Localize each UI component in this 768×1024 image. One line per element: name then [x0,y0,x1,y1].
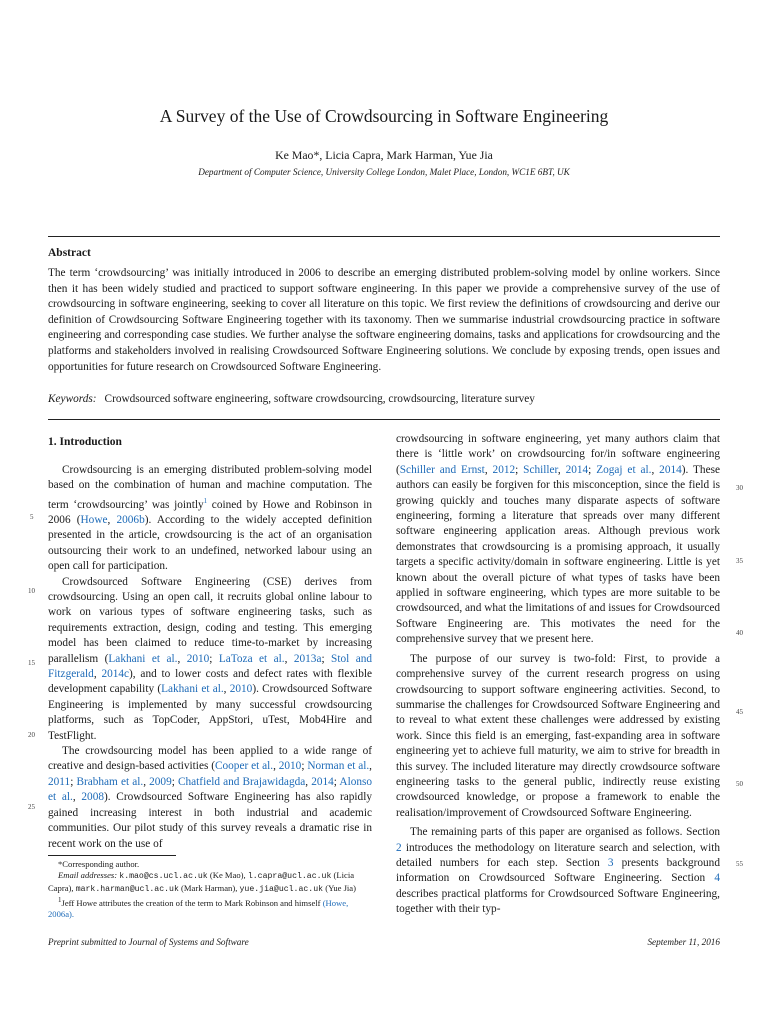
abstract-bottom-rule [48,419,720,420]
line-number: 30 [736,484,743,492]
line-number: 15 [28,659,35,667]
line-number: 50 [736,780,743,788]
footnote-emails: Email addresses: k.mao@cs.ucl.ac.uk (Ke Mao), l.capra@ucl.ac.uk (Licia Capra), mark.harman@ucl.ac.uk (Mark Harman), yue.jia@ucl.ac.uk (Yue Jia) [48,870,356,894]
line-number: 20 [28,731,35,739]
line-number: 10 [28,587,35,595]
keywords-label: Keywords: [48,393,97,405]
paper-affiliation: Department of Computer Science, University College London, Malet Place, London, WC1E 6BT, UK [198,167,570,177]
line-number: 40 [736,629,743,637]
line-number: 55 [736,860,743,868]
line-number: 25 [28,803,35,811]
abstract-text: The term ‘crowdsourcing’ was initially introduced in 2006 to describe an emerging distributed problem-solving model by online workers. Since then it has been widely studied and practiced to support software engineering. In this paper we provide a comprehensive survey of the use of crowdsourcing in software engineering, seeking to cover all literature on this topic. We first review the definitions of crowdsourcing and derive our definition of Crowdsourcing Software Engineering together with its taxonomy. Then we summarise industrial crowdsourcing practice in software engineering and corresponding case studies. We further analyse the software engineering domains, tasks and applications for crowdsourcing and the platforms and stakeholders involved in realising Crowdsourced Software Engineering solutions. We conclude by exposing trends, open issues and opportunities for future research on Crowdsourced Software Engineering. [48,267,720,373]
intro-left-column: Crowdsourcing is an emerging distributed problem-solving model based on the combination of human and machine computation. The term ‘crowdsourcing’ was jointly$^1$ coined by Howe and Robinson in 2006 (Howe, 2006b). According to the widely accepted definition presented in the article, crowdsourcing is the act of an organisation outsourcing their work to an undefined, networked labour using an open call for participation. Crowdsourced Software Engineering (CSE) derives from crowdsourcing. Using an open call, it recruits global online labour to work on various types of software engineering tasks, such as requirements extraction, design, coding and testing. This emerging model has been claimed to reduce time-to-market by increasing parallelism (Lakhani et al., 2010; LaToza et al., 2013a; Stol and Fitzgerald, 2014c), and to lower costs and defect rates with flexible development capability (Lakhani et al., 2010). Crowdsourced Software Engineering is implemented by many successful crowdsourcing platforms, such as TopCoder, AppStori, uTest, Mob4Hire and TestFlight. The crowdsourcing model has been applied to a wide range of creative and design-based activities (Cooper et al., 2010; Norman et al., 2011; Brabham et al., 2009; Chatfield and Brajawidagda, 2014; Alonso et al., 2008). Crowdsourced Software Engineering has also rapidly gained increasing interest in both industrial and academic communities. Our pilot study of this survey reveals a dramatic rise in recent work on the use of [48,464,373,850]
keywords-text: Crowdsourced software engineering, software crowdsourcing, crowdsourcing, literature survey [104,393,535,405]
keywords-line [48,393,720,405]
footnote-corresponding: *Corresponding author. [58,859,140,869]
section-heading-introduction: 1. Introduction [48,436,122,448]
footnote-rule [48,855,176,856]
intro-right-column: crowdsourcing in software engineering, yet many authors claim that there is ‘little work’ on crowdsourcing for/in software engineering (Schiller and Ernst, 2012; Schiller, 2014; Zogaj et al., 2014). These authors can easily be forgiven for this misconception, since the field is growing quickly and touches many disparate aspects of software engineering, forming a literature that spreads over many different software engineering application areas. Although previous work demonstrates that crowdsourcing is a promising approach, it usually targets a specific activity/domain in software engineering. Little is yet known about the overall picture of what types of tasks have been applied in software engineering, which types are more suitable to be crowdsourced, and what the limitations of and issues for Crowdsourced Software Engineering are. This motivates the need for the comprehensive survey that we present here. The purpose of our survey is two-fold: First, to provide a comprehensive survey of the current research progress on using crowdsourcing to support software engineering activities. Second, to summarise the challenges for Crowdsourced Software Engineering and to reveal to what extent these challenges were addressed by existing work. Since this field is an emerging, fast-expanding area in software engineering yet to achieve full maturity, we aim to strive for breadth in this survey. The included literature may directly crowdsource software engineering tasks to the general public, indirectly reuse existing crowdsourced knowledge, or propose a framework to enable the realisation/improvement of Crowdsourced Software Engineering. The remaining parts of this paper are organised as follows. Section 2 introduces the methodology on literature search and selection, with detailed numbers for each step. Section 3 presents background information on Crowdsourced Software Engineering. Section 4 describes practical platforms for Crowdsourced Software Engineering, together with their typ- [396,433,721,916]
line-number: 5 [30,513,34,521]
line-number: 35 [736,557,743,565]
abstract-heading: Abstract [48,247,91,259]
paper-title: A Survey of the Use of Crowdsourcing in Software Engineering [159,106,609,126]
footer-date: September 11, 2016 [647,937,720,947]
footnote-1: $^1$Jeff Howe attributes the creation of the term to Mark Robinson and himself (Howe, 2006a). [48,896,349,920]
top-rule [48,236,720,237]
footnotes [48,859,372,921]
footer-preprint-note: Preprint submitted to Journal of Systems and Software [48,937,249,947]
paper-authors: Ke Mao*, Licia Capra, Mark Harman, Yue Jia [275,148,493,162]
line-number: 45 [736,708,743,716]
